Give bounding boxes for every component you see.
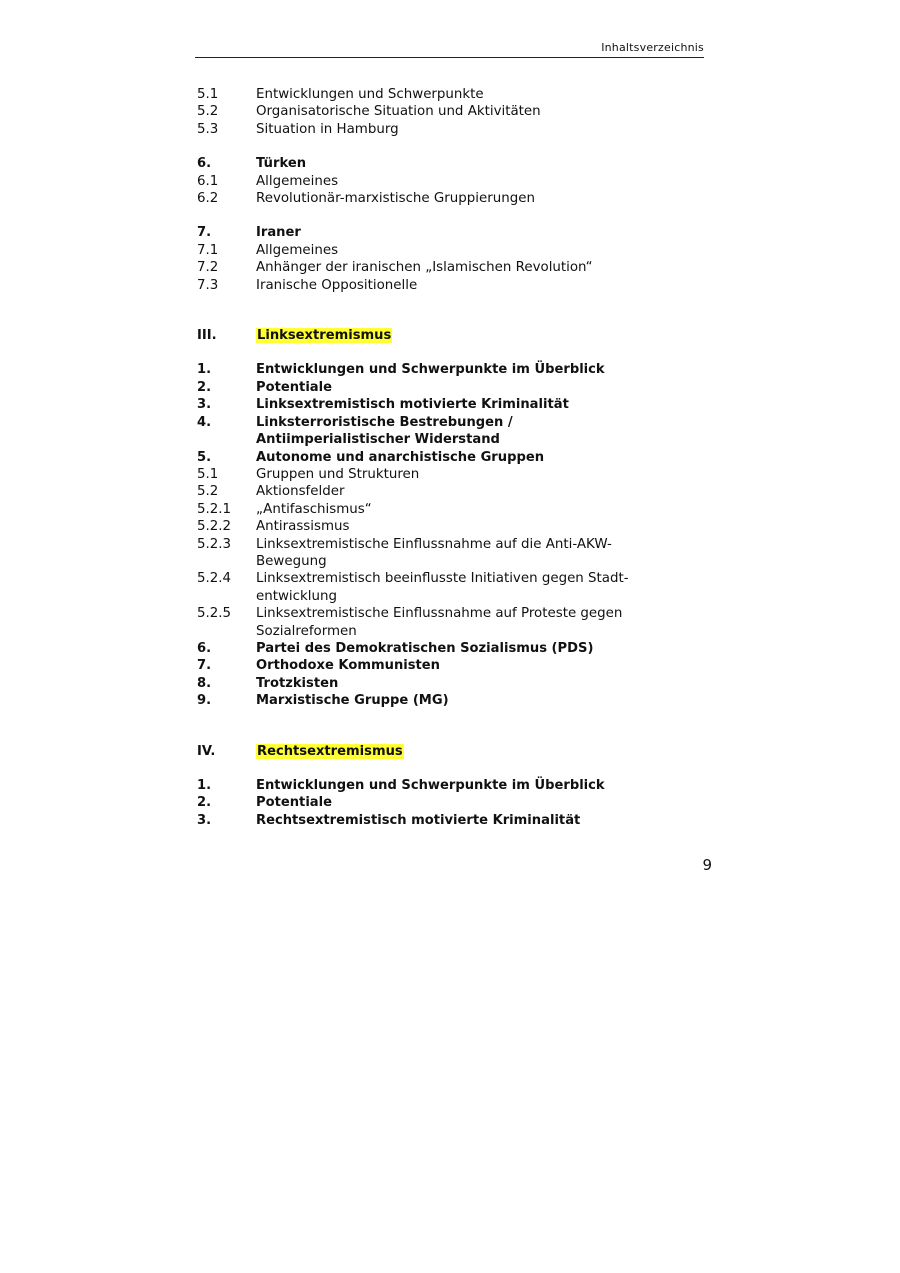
toc-number: 6. (197, 156, 212, 172)
toc-chapter (197, 794, 637, 811)
toc-text: Aktionsfelder (256, 484, 345, 500)
toc-number: 4. (197, 414, 212, 430)
toc-number: 5.2.3 (197, 536, 232, 552)
toc-chapter (197, 692, 637, 709)
toc-text: Potentiale (256, 795, 333, 811)
toc-text: Partei des Demokratischen Sozialismus (PDS) (256, 640, 594, 656)
toc-part-title: Rechtsextremismus (257, 743, 403, 759)
toc-chapter (197, 414, 637, 449)
toc-number: 9. (197, 693, 212, 709)
toc-number: 8. (197, 675, 212, 691)
toc-text: Iraner (256, 225, 301, 241)
toc-number: 5.2.5 (197, 606, 232, 622)
toc-chapter (197, 640, 637, 657)
toc-number: 3. (197, 812, 212, 828)
toc-chapter (197, 812, 637, 829)
toc-text: Entwicklungen und Schwerpunkte im Überblick (256, 362, 605, 378)
toc-text: Orthodoxe Kommunisten (256, 658, 441, 674)
toc-text: Linksextremistische Einflussnahme auf die Anti-AKW-Bewegung (256, 536, 612, 569)
toc-part-heading (197, 743, 637, 760)
toc-number: 5.1 (197, 466, 219, 482)
toc-entry (197, 518, 637, 535)
toc-number: 5.2.2 (197, 519, 232, 535)
toc-text: Rechtsextremistisch motivierte Kriminalität (256, 812, 581, 828)
toc-number: 5.1 (197, 87, 219, 102)
toc-text: Trotzkisten (256, 675, 339, 691)
toc-part-number: IV. (197, 743, 216, 759)
toc-part-title: Linksextremismus (257, 328, 392, 344)
toc-text: Autonome und anarchistische Gruppen (256, 449, 545, 465)
toc-text: Marxistische Gruppe (MG) (256, 693, 449, 709)
toc-text: Organisatorische Situation und Aktivitäten (256, 104, 541, 120)
toc-chapter (197, 224, 637, 241)
toc-entry (197, 86, 637, 103)
toc-entry (197, 501, 637, 518)
toc-number: 6.1 (197, 173, 219, 189)
toc-text: Linksextremistisch motivierte Kriminalität (256, 397, 569, 413)
toc-text: Linksterroristische Bestrebungen / Antiimperialistischer Widerstand (256, 414, 513, 448)
toc-entry (197, 173, 637, 190)
toc-number: 7.3 (197, 277, 219, 293)
toc-number: 2. (197, 379, 212, 395)
toc-text: Entwicklungen und Schwerpunkte (256, 87, 484, 102)
toc-number: 2. (197, 795, 212, 811)
toc-text: Türken (256, 156, 307, 172)
toc-chapter (197, 657, 637, 674)
toc-number: 6.2 (197, 191, 219, 207)
running-header: Inhaltsverzeichnis (195, 41, 704, 58)
toc-chapter (197, 155, 637, 172)
toc-number: 3. (197, 397, 212, 413)
toc-chapter (197, 675, 637, 692)
toc-text: Entwicklungen und Schwerpunkte im Überblick (256, 778, 605, 793)
toc-chapter (197, 449, 637, 466)
toc-number: 7.1 (197, 242, 219, 258)
toc-entry (197, 103, 637, 120)
toc-number: 5.2.4 (197, 571, 232, 587)
toc-text: Potentiale (256, 379, 333, 395)
toc-entry (197, 277, 637, 294)
toc-entry (197, 121, 637, 138)
toc-text: Situation in Hamburg (256, 121, 399, 137)
toc-entry (197, 190, 637, 207)
toc-chapter (197, 396, 637, 413)
toc-text: Antirassismus (256, 519, 350, 535)
toc-text: Iranische Oppositionelle (256, 277, 418, 293)
toc-entry (197, 259, 637, 276)
toc-entry (197, 605, 637, 640)
toc-number: 5.2 (197, 104, 219, 120)
toc-number: 5.3 (197, 121, 219, 137)
toc-chapter (197, 361, 637, 378)
toc-number: 1. (197, 362, 212, 378)
toc-text: Allgemeines (256, 173, 339, 189)
toc-number: 5.2.1 (197, 501, 232, 517)
toc-chapter (197, 777, 637, 794)
toc-text: Anhänger der iranischen „Islamischen Revolution“ (256, 260, 593, 276)
page-number: 9 (702, 856, 712, 874)
toc-number: 6. (197, 640, 212, 656)
toc-number: 1. (197, 778, 212, 793)
toc-number: 7. (197, 658, 212, 674)
toc-number: 7.2 (197, 260, 219, 276)
table-of-contents (197, 86, 637, 829)
toc-chapter (197, 379, 637, 396)
toc-text: Allgemeines (256, 242, 339, 258)
toc-number: 5. (197, 449, 212, 465)
toc-part-number: III. (197, 328, 217, 344)
toc-entry (197, 483, 637, 500)
toc-entry (197, 536, 637, 571)
toc-text: Gruppen und Strukturen (256, 466, 420, 482)
toc-number: 7. (197, 225, 212, 241)
toc-text: „Antifaschismus“ (256, 501, 372, 517)
toc-entry (197, 570, 637, 605)
toc-part-heading (197, 327, 637, 344)
toc-text: Linksextremistische Einflussnahme auf Proteste gegen Sozialreformen (256, 606, 623, 639)
toc-entry (197, 466, 637, 483)
toc-text: Linksextremistisch beeinflusste Initiativen gegen Stadt-entwicklung (256, 571, 629, 604)
toc-number: 5.2 (197, 484, 219, 500)
toc-entry (197, 242, 637, 259)
toc-text: Revolutionär-marxistische Gruppierungen (256, 191, 535, 207)
